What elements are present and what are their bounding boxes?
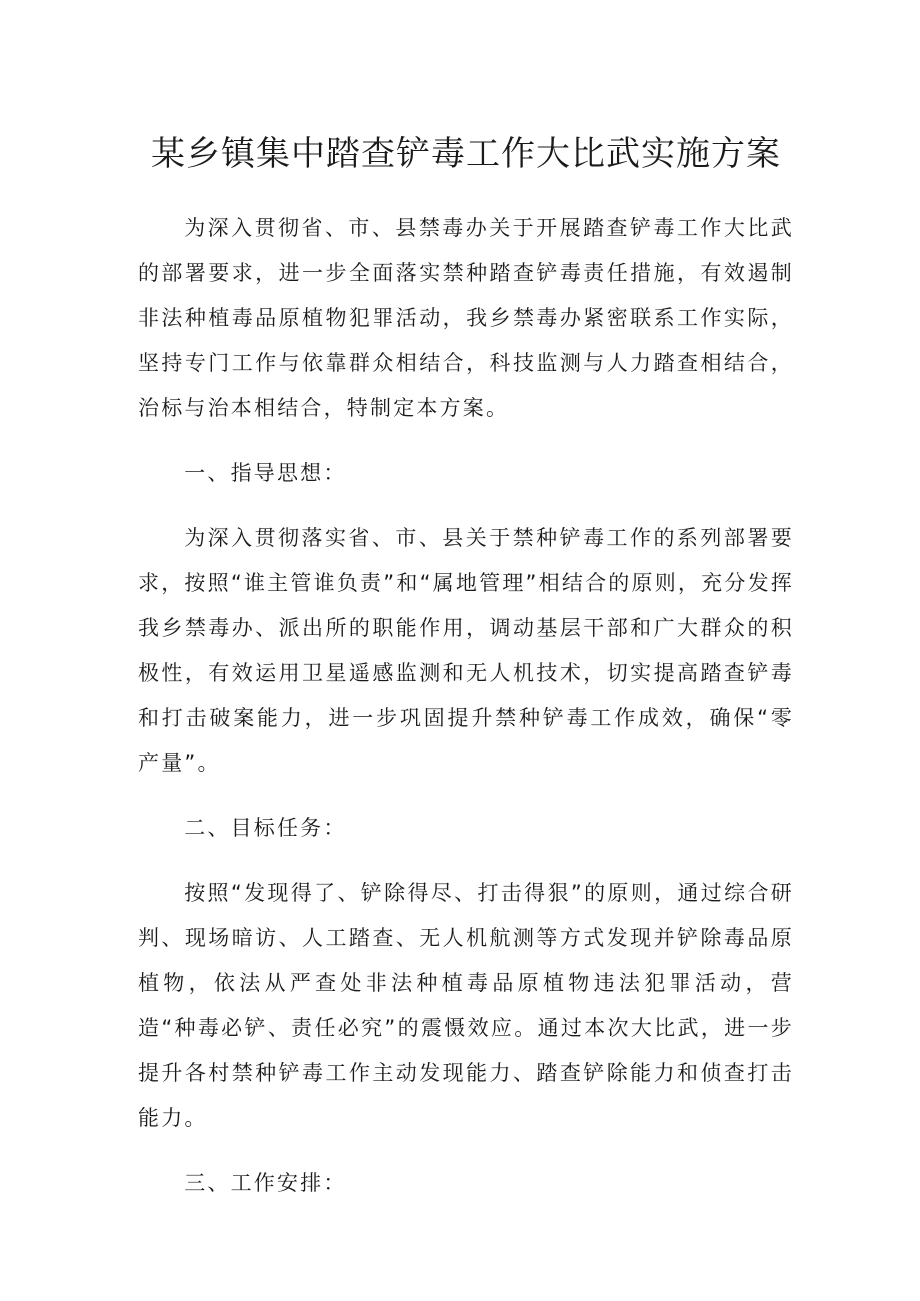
section-heading-guiding-ideology: 一、指导思想： [184, 461, 347, 485]
section-heading-objectives: 二、目标任务： [184, 816, 347, 840]
section-body-guiding-ideology: 为深入贯彻落实省、市、县关于禁种铲毒工作的系列部署要求，按照“谁主管谁负责”和“属地管理”相结合的原则，充分发挥我乡禁毒办、派出所的职能作用，调动基层干部和广大群众的积极性，有效运用卫星遥感监测和无人机技术，切实提高踏查铲毒和打击破案能力，进一步巩固提升禁种铲毒工作成效，确保“零产量”。 [138, 526, 794, 775]
document-title: 某乡镇集中踏查铲毒工作大比武实施方案 [151, 134, 781, 174]
section-heading-work-arrangement: 三、工作安排： [184, 1171, 347, 1195]
document-page [138, 130, 794, 1226]
section-body-objectives: 按照“发现得了、铲除得尽、打击得狠”的原则，通过综合研判、现场暗访、人工踏查、无人机航测等方式发现并铲除毒品原植物，依法从严查处非法种植毒品原植物违法犯罪活动，营造“种毒必铲、责任必究”的震慑效应。通过本次大比武，进一步提升各村禁种铲毒工作主动发现能力、踏查铲除能力和侦查打击能力。 [138, 881, 794, 1130]
intro-paragraph: 为深入贯彻省、市、县禁毒办关于开展踏查铲毒工作大比武的部署要求，进一步全面落实禁种踏查铲毒责任措施，有效遏制非法种植毒品原植物犯罪活动，我乡禁毒办紧密联系工作实际，坚持专门工作与依靠群众相结合，科技监测与人力踏查相结合，治标与治本相结合，特制定本方案。 [138, 216, 794, 420]
